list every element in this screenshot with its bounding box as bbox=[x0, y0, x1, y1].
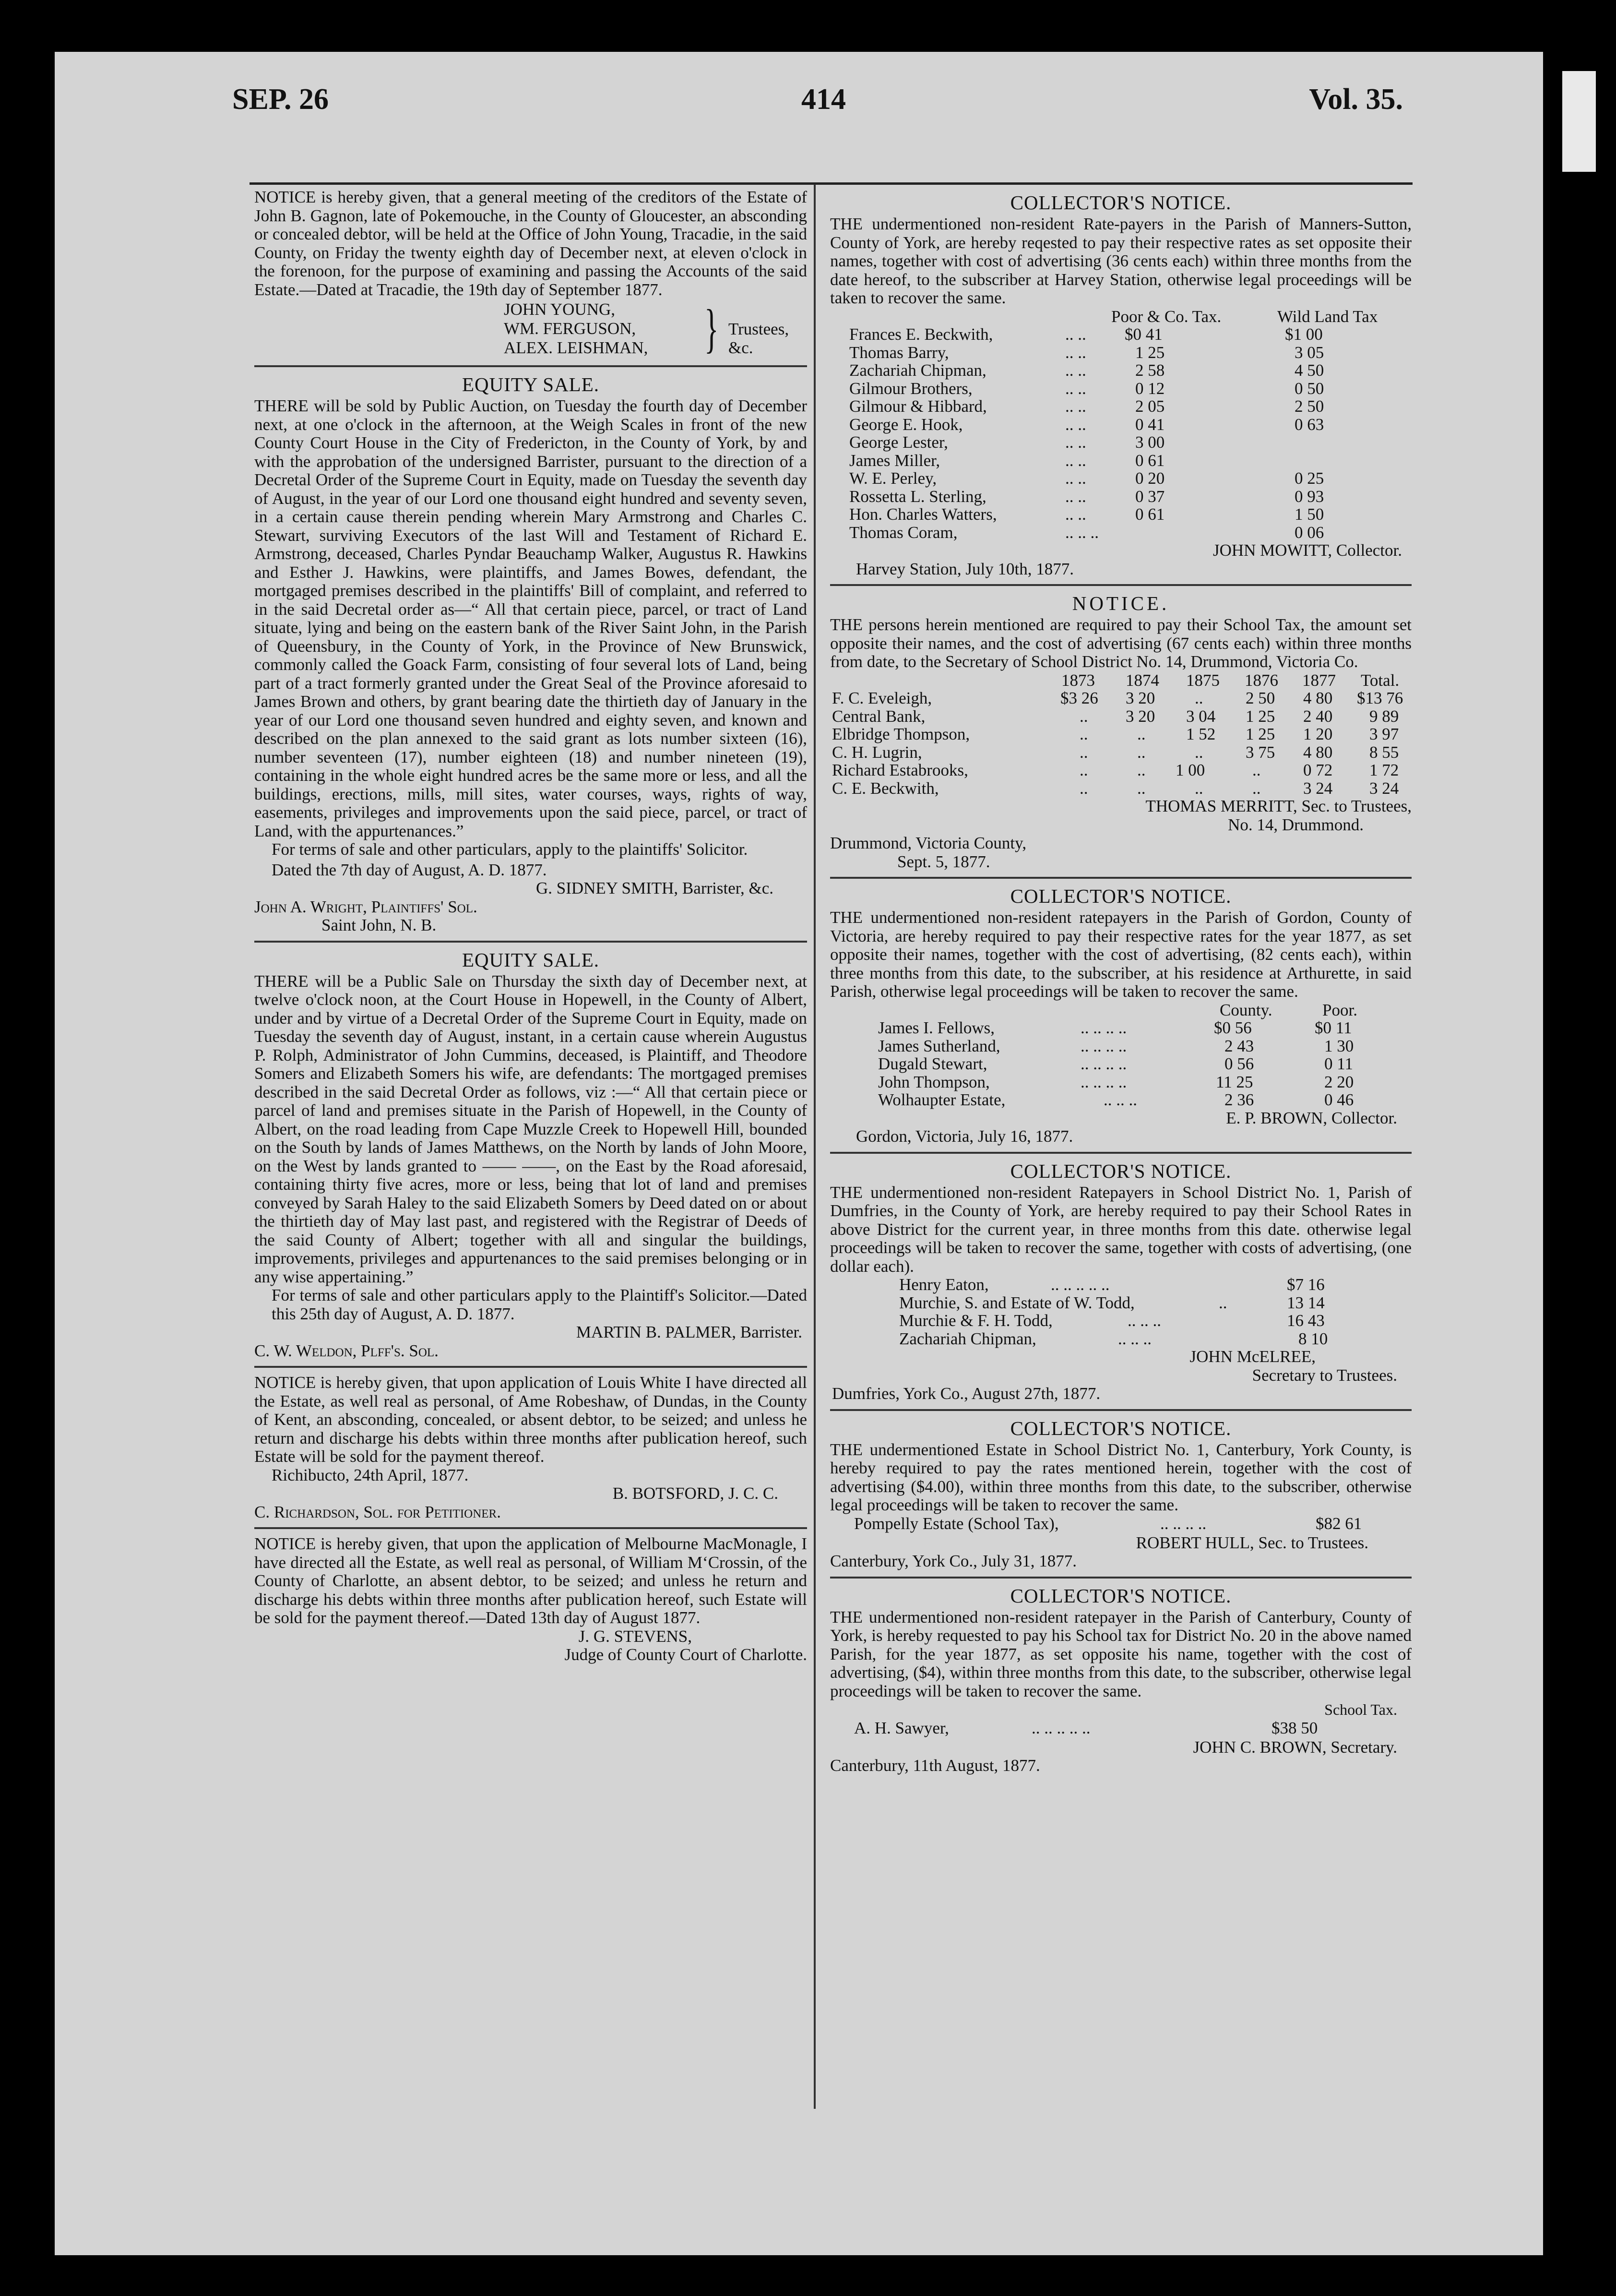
column-divider bbox=[814, 184, 816, 2109]
notice-body: NOTICE is hereby given, that a general meeting of the creditors of the Estate of John B. Gagnon, late of Pokemouche, in the County of Gloucester, an absconding or concealed debtor, will be held at the Office of John Young, Tracadie, in the said County, on Friday the twenty eighth day of December next, at eleven o'clock in the forenoon, for the purpose of examining and passing the Accounts of the said Estate.—Dated at Tracadie, the 19th day of September 1877. bbox=[254, 188, 807, 299]
rates-table bbox=[830, 308, 1412, 542]
column-header: County. bbox=[1220, 1000, 1272, 1019]
canterbury-notice-1 bbox=[830, 1417, 1412, 1571]
table-row: C. E. Beckwith, .. .. .. .. 3 24 3 24 bbox=[832, 778, 1399, 798]
table-row: C. H. Lugrin, .. .. .. 3 75 4 80 8 55 bbox=[832, 742, 1399, 762]
header-volume: Vol. 35. bbox=[1309, 83, 1403, 116]
table-row: Dugald Stewart, .. .. .. .. 0 56 0 11 bbox=[878, 1054, 1353, 1073]
table-row: Henry Eaton, .. .. .. .. .. $7 16 bbox=[899, 1275, 1325, 1294]
table-row: James Sutherland, .. .. .. .. 2 43 1 30 bbox=[878, 1036, 1354, 1055]
page-header bbox=[232, 83, 1403, 131]
table-row: Rossetta L. Sterling, .. .. 0 37 0 93 bbox=[849, 487, 1324, 506]
signer-title: Judge of County Court of Charlotte. bbox=[564, 1645, 807, 1664]
dated-line: Dated the 7th day of August, A. D. 1877. bbox=[272, 860, 547, 879]
section-rule bbox=[254, 1527, 807, 1529]
drummond-notice bbox=[830, 592, 1412, 871]
section-rule bbox=[254, 365, 807, 367]
notice-body: THE undermentioned Estate in School District No. 1, Canterbury, York County, is hereby required to pay the rates mentioned herein, together with the cost of advertising ($4.00), within three months from this date, to the subscriber, otherwise legal proceedings will be taken to recover the same. bbox=[830, 1440, 1412, 1514]
table-header-row bbox=[830, 1001, 1412, 1019]
signer-title: Secretary to Trustees. bbox=[1252, 1365, 1397, 1385]
column-header: 1877 bbox=[1302, 670, 1336, 690]
trustee-name: WM. FERGUSON, bbox=[504, 319, 636, 338]
column-header: Poor & Co. Tax. bbox=[1111, 307, 1222, 326]
trustees-block bbox=[254, 300, 807, 359]
table-row: Gilmour & Hibbard, .. .. 2 05 2 50 bbox=[849, 397, 1324, 416]
tax-line: A. H. Sawyer, .. .. .. .. .. $38 50 bbox=[854, 1718, 1318, 1737]
table-row: F. C. Eveleigh, $3 26 3 20 .. 2 50 4 80 $13 76 bbox=[832, 689, 1403, 707]
manners-sutton-notice bbox=[830, 191, 1412, 578]
table-row: Frances E. Beckwith, .. .. $0 41 $1 00 bbox=[849, 325, 1323, 344]
notice-body: THE undermentioned non-resident ratepayer in the Parish of Canterbury, County of York, is hereby requested to pay his School tax for District No. 20 in the above named Parish, for the year 1877, as set opposite his name, together with the cost of advertising, ($4), within three months from this date, to the subscriber, otherwise legal proceedings will be taken to recover the same. bbox=[830, 1607, 1412, 1700]
table-row: Hon. Charles Watters, .. .. 0 61 1 50 bbox=[849, 505, 1324, 524]
table-row: W. E. Perley, .. .. 0 20 0 25 bbox=[849, 469, 1324, 488]
column-header: Wild Land Tax bbox=[1277, 307, 1378, 326]
signer: B. BOTSFORD, J. C. C. bbox=[612, 1484, 778, 1503]
table-row: Wolhaupter Estate, .. .. .. 2 36 0 46 bbox=[878, 1090, 1354, 1109]
signer: JOHN MOWITT, Collector. bbox=[1212, 541, 1402, 560]
equity-sale-2 bbox=[254, 948, 807, 1361]
solicitor: C. Richardson, Sol. for Petitioner. bbox=[254, 1502, 501, 1521]
equity-sale-1 bbox=[254, 373, 807, 935]
signer: G. SIDNEY SMITH, Barrister, &c. bbox=[535, 879, 773, 897]
section-heading: COLLECTOR'S NOTICE. bbox=[1010, 885, 1232, 907]
dated-line: Canterbury, York Co., July 31, 1877. bbox=[830, 1552, 1077, 1570]
dated-line: Dumfries, York Co., August 27th, 1877. bbox=[832, 1384, 1101, 1403]
notice-body: NOTICE is hereby given, that upon the application of Melbourne MacMonagle, I have directed all the Estate, as well real as personal, of William M‘Crossin, of the County of Charlotte, an absent debtor, to be seized; and unless he return and discharge his debts within three months after publication hereof, such Estate will be sold for the payment thereof.—Dated 13th day of August 1877. bbox=[254, 1534, 807, 1627]
header-date: SEP. 26 bbox=[232, 83, 329, 116]
notice-body: NOTICE is hereby given, that upon application of Louis White I have directed all the Estate, as well real as personal, of Ame Robeshaw, of Dundas, in the County of Kent, an absconding, concealed, or absent debtor, to be seized; and unless he return and discharge his debts within three months after publication hereof, such Estate will be sold for the payment thereof. bbox=[254, 1373, 807, 1466]
section-rule bbox=[830, 1152, 1412, 1154]
dated-line: Sept. 5, 1877. bbox=[897, 852, 990, 871]
signer: JOHN C. BROWN, Secretary. bbox=[1193, 1737, 1397, 1757]
dumfries-notice bbox=[830, 1160, 1412, 1403]
gordon-table bbox=[830, 1001, 1412, 1109]
table-row: Zachariah Chipman, .. .. 2 58 4 50 bbox=[849, 361, 1324, 380]
section-rule bbox=[830, 877, 1412, 879]
table-row: Elbridge Thompson, .. .. 1 52 1 25 1 20 3 97 bbox=[832, 725, 1399, 743]
table-row: Zachariah Chipman, .. .. .. 8 10 bbox=[899, 1329, 1328, 1348]
table-row: Central Bank, .. 3 20 3 04 1 25 2 40 9 89 bbox=[832, 706, 1399, 726]
table-row: George Lester, .. .. 3 00 bbox=[849, 433, 1165, 452]
table-row: Thomas Coram, .. .. .. 0 06 bbox=[849, 523, 1324, 542]
dated-line: Canterbury, 11th August, 1877. bbox=[830, 1756, 1040, 1775]
terms-text: For terms of sale and other particulars apply to the Plaintiff's Solicitor.—Dated this 25th day of August, A. D. 1877. bbox=[272, 1286, 807, 1323]
table-row: James I. Fellows, .. .. .. .. $0 56 $0 11 bbox=[878, 1018, 1352, 1037]
right-column bbox=[830, 188, 1412, 1775]
dated-line: Gordon, Victoria, July 16, 1877. bbox=[856, 1127, 1073, 1146]
section-rule bbox=[830, 584, 1412, 586]
section-heading: COLLECTOR'S NOTICE. bbox=[1010, 1417, 1232, 1439]
trustee-name: ALEX. LEISHMAN, bbox=[504, 338, 648, 357]
header-rule bbox=[250, 182, 1413, 185]
left-column bbox=[254, 188, 807, 1664]
column-header: School Tax. bbox=[1324, 1701, 1397, 1718]
signer: JOHN McELREE, bbox=[1189, 1347, 1316, 1366]
section-rule bbox=[254, 941, 807, 943]
dated-line: Harvey Station, July 10th, 1877. bbox=[856, 559, 1074, 578]
table-row: George E. Hook, .. .. 0 41 0 63 bbox=[849, 415, 1324, 434]
trustees-label: Trustees, &c. bbox=[728, 320, 789, 357]
terms-text: For terms of sale and other particulars, apply to the plaintiffs' Solicitor. bbox=[272, 840, 748, 859]
place-line: Drummond, Victoria County, bbox=[830, 834, 1027, 852]
signer: E. P. BROWN, Collector. bbox=[1226, 1108, 1397, 1127]
section-rule bbox=[830, 1577, 1412, 1578]
brace-icon: } bbox=[704, 299, 719, 359]
signer: MARTIN B. PALMER, Barrister. bbox=[576, 1323, 802, 1341]
tax-line: Pompelly Estate (School Tax), .. .. .. .. $82 61 bbox=[854, 1514, 1362, 1533]
signer-line-2: No. 14, Drummond. bbox=[1228, 815, 1364, 834]
place-line: Saint John, N. B. bbox=[321, 916, 437, 934]
header-page-number: 414 bbox=[801, 83, 846, 116]
column-header: 1876 bbox=[1245, 670, 1278, 690]
gagnon-notice bbox=[254, 188, 807, 359]
column-header: Total. bbox=[1361, 670, 1400, 690]
notice-body: THERE will be a Public Sale on Thursday the sixth day of December next, at twelve o'clock noon, at the Court House in Hopewell, in the County of Albert, under and by virtue of a Decretal Order of the Supreme Court in Equity, made on Tuesday the seventh day of August, instant, in a certain cause wherein Augustus P. Rolph, Administrator of John Cummins, deceased, is Plaintiff, and Theodore Somers and Elizabeth Somers his wife, are defendants: The mortgaged premises described in the said Decretal Order as follows, viz :—“ All that certain piece or parcel of land and premises situate in the Parish of Hopewell, in the County of Albert, on the road leading from Cape Muzzle Creek to Hopewell Hill, bounded on the South by lands of James Matthews, on the North by lands of John Moore, on the West by lands granted to —— ——, on the East by the Road aforesaid, containing thirty five acres, more or less, being that lot of land and premises conveyed by Sarah Haley to the said Elizabeth Somers by Deed dated on or about the thirtieth day of May last past, and registered with the Registrar of Deeds of the said County of Albert; together with all and singular the buildings, improvements, privileges and appurtenances to the said premises belonging or in any wise appertaining.” bbox=[254, 971, 807, 1286]
section-heading: COLLECTOR'S NOTICE. bbox=[1010, 1160, 1232, 1182]
table-row: Thomas Barry, .. .. 1 25 3 05 bbox=[849, 343, 1324, 362]
section-heading: COLLECTOR'S NOTICE. bbox=[1010, 191, 1232, 214]
section-rule bbox=[254, 1366, 807, 1368]
column-header: 1873 bbox=[1061, 670, 1095, 690]
signer: THOMAS MERRITT, Sec. to Trustees, bbox=[1145, 797, 1412, 815]
table-row: John Thompson, .. .. .. .. 11 25 2 20 bbox=[878, 1072, 1354, 1091]
section-heading: NOTICE. bbox=[1072, 592, 1170, 614]
section-heading: COLLECTOR'S NOTICE. bbox=[1010, 1584, 1232, 1607]
table-row: Richard Estabrooks, .. .. 1 00 .. 0 72 1 72 bbox=[832, 761, 1399, 779]
table-row: Murchie & F. H. Todd, .. .. .. 16 43 bbox=[899, 1311, 1325, 1330]
column-header: 1874 bbox=[1126, 670, 1159, 690]
solicitor: John A. Wright, Plaintiffs' Sol. bbox=[254, 897, 477, 916]
mccrossin-notice bbox=[254, 1535, 807, 1664]
gordon-notice bbox=[830, 885, 1412, 1146]
column-header: 1875 bbox=[1186, 670, 1220, 690]
robeshaw-notice bbox=[254, 1374, 807, 1521]
table-header-row bbox=[830, 671, 1412, 690]
notice-body: THERE will be sold by Public Auction, on Tuesday the fourth day of December next, at one o'clock in the afternoon, at the Weigh Scales in front of the new County Court House in the City of Fredericton, in the County of York, by and with the approbation of the undersigned Barrister, pursuant to the direction of a Decretal Order of the Supreme Court in Equity, made on Tuesday the seventh day of August, in the year of our Lord one thousand eight hundred and seventy seven, in a certain cause therein pending wherein Mary Armstrong and Charles C. Stewart, surviving Executors of the last Will and Testament of Richard E. Armstrong, deceased, Charles Pyndar Beauchamp Walker, Augustus R. Hawkins and Esther J. Hawkins, were plaintiffs, and James Bowes, defendant, the mortgaged premises described in the plaintiffs' Bill of complaint, and referred to in the said Decretal order as—“ All that certain piece, parcel, or tract of Land situate, lying and being on the eastern bank of the River Saint John, in the Parish of Queensbury, in the County of York, in the Province of New Brunswick, commonly called the Goack Farm, consisting of four several lots of Land, being part of a tract formerly granted under the Great Seal of the Province aforesaid to James Brown and others, by grant bearing date the thirtieth day of January in the year of our Lord one thousand seven hundred and eighty seven, and known and described on the plan annexed to the said grant as lots number sixteen (16), number seventeen (17), number eighteen (18) and number nineteen (19), containing in the whole eight hundred acres be the same more or less, and all the buildings, erections, mills, mill sites, water courses, ways, rights of way, easements, privileges and improvements upon the said piece, parcel, or tract of Land, with the appurtenances.” bbox=[254, 396, 807, 840]
section-rule bbox=[830, 1409, 1412, 1411]
section-heading: EQUITY SALE. bbox=[462, 948, 600, 971]
notice-body: THE undermentioned non-resident Rate-payers in the Parish of Manners-Sutton, County of York, are hereby reqested to pay their respective rates as set opposite their names, together with cost of advertising (36 cents each) within three months from the date hereof, to the subscriber at Harvey Station, otherwise legal proceedings will be taken to recover the same. bbox=[830, 215, 1412, 307]
table-row: Gilmour Brothers, .. .. 0 12 0 50 bbox=[849, 379, 1324, 398]
notice-body: THE undermentioned non-resident ratepayers in the Parish of Gordon, County of Victoria, are hereby required to pay their respective rates for the year 1877, as set opposite their names, together with the cost of advertising, (82 cents each), within three months from this date, to the subscriber, at his residence at Arthurette, in said Parish, otherwise legal proceedings will be taken to recover the same. bbox=[830, 908, 1412, 1001]
dumfries-table bbox=[830, 1276, 1412, 1348]
dated-line: Richibucto, 24th April, 1877. bbox=[272, 1465, 469, 1484]
table-header-row bbox=[830, 308, 1412, 326]
school-tax-table bbox=[830, 671, 1412, 798]
table-row: Murchie, S. and Estate of W. Todd, .. 13 14 bbox=[899, 1293, 1325, 1312]
section-heading: EQUITY SALE. bbox=[462, 373, 600, 395]
signer: J. G. STEVENS, bbox=[578, 1626, 692, 1646]
canterbury-notice-2 bbox=[830, 1584, 1412, 1775]
notice-body: THE undermentioned non-resident Ratepayers in School District No. 1, Parish of Dumfries, in the County of York, are hereby required to pay their School Rates in above District for the current year, in three months from this date. otherwise legal proceedings will be taken to recover the same, together with costs of advertising, (one dollar each). bbox=[830, 1183, 1412, 1276]
table-row: James Miller, .. .. 0 61 bbox=[849, 451, 1165, 470]
trustee-name: JOHN YOUNG, bbox=[504, 300, 616, 319]
column-header: Poor. bbox=[1322, 1000, 1357, 1019]
page-tab-edge bbox=[1562, 71, 1596, 172]
signer: ROBERT HULL, Sec. to Trustees. bbox=[1136, 1533, 1368, 1552]
solicitor: C. W. Weldon, Plff's. Sol. bbox=[254, 1341, 439, 1360]
notice-body: THE persons herein mentioned are required to pay their School Tax, the amount set opposite their names, and the cost of advertising (67 cents each) within three months from date, to the Secretary of School District No. 14, Drummond, Victoria Co. bbox=[830, 615, 1412, 671]
